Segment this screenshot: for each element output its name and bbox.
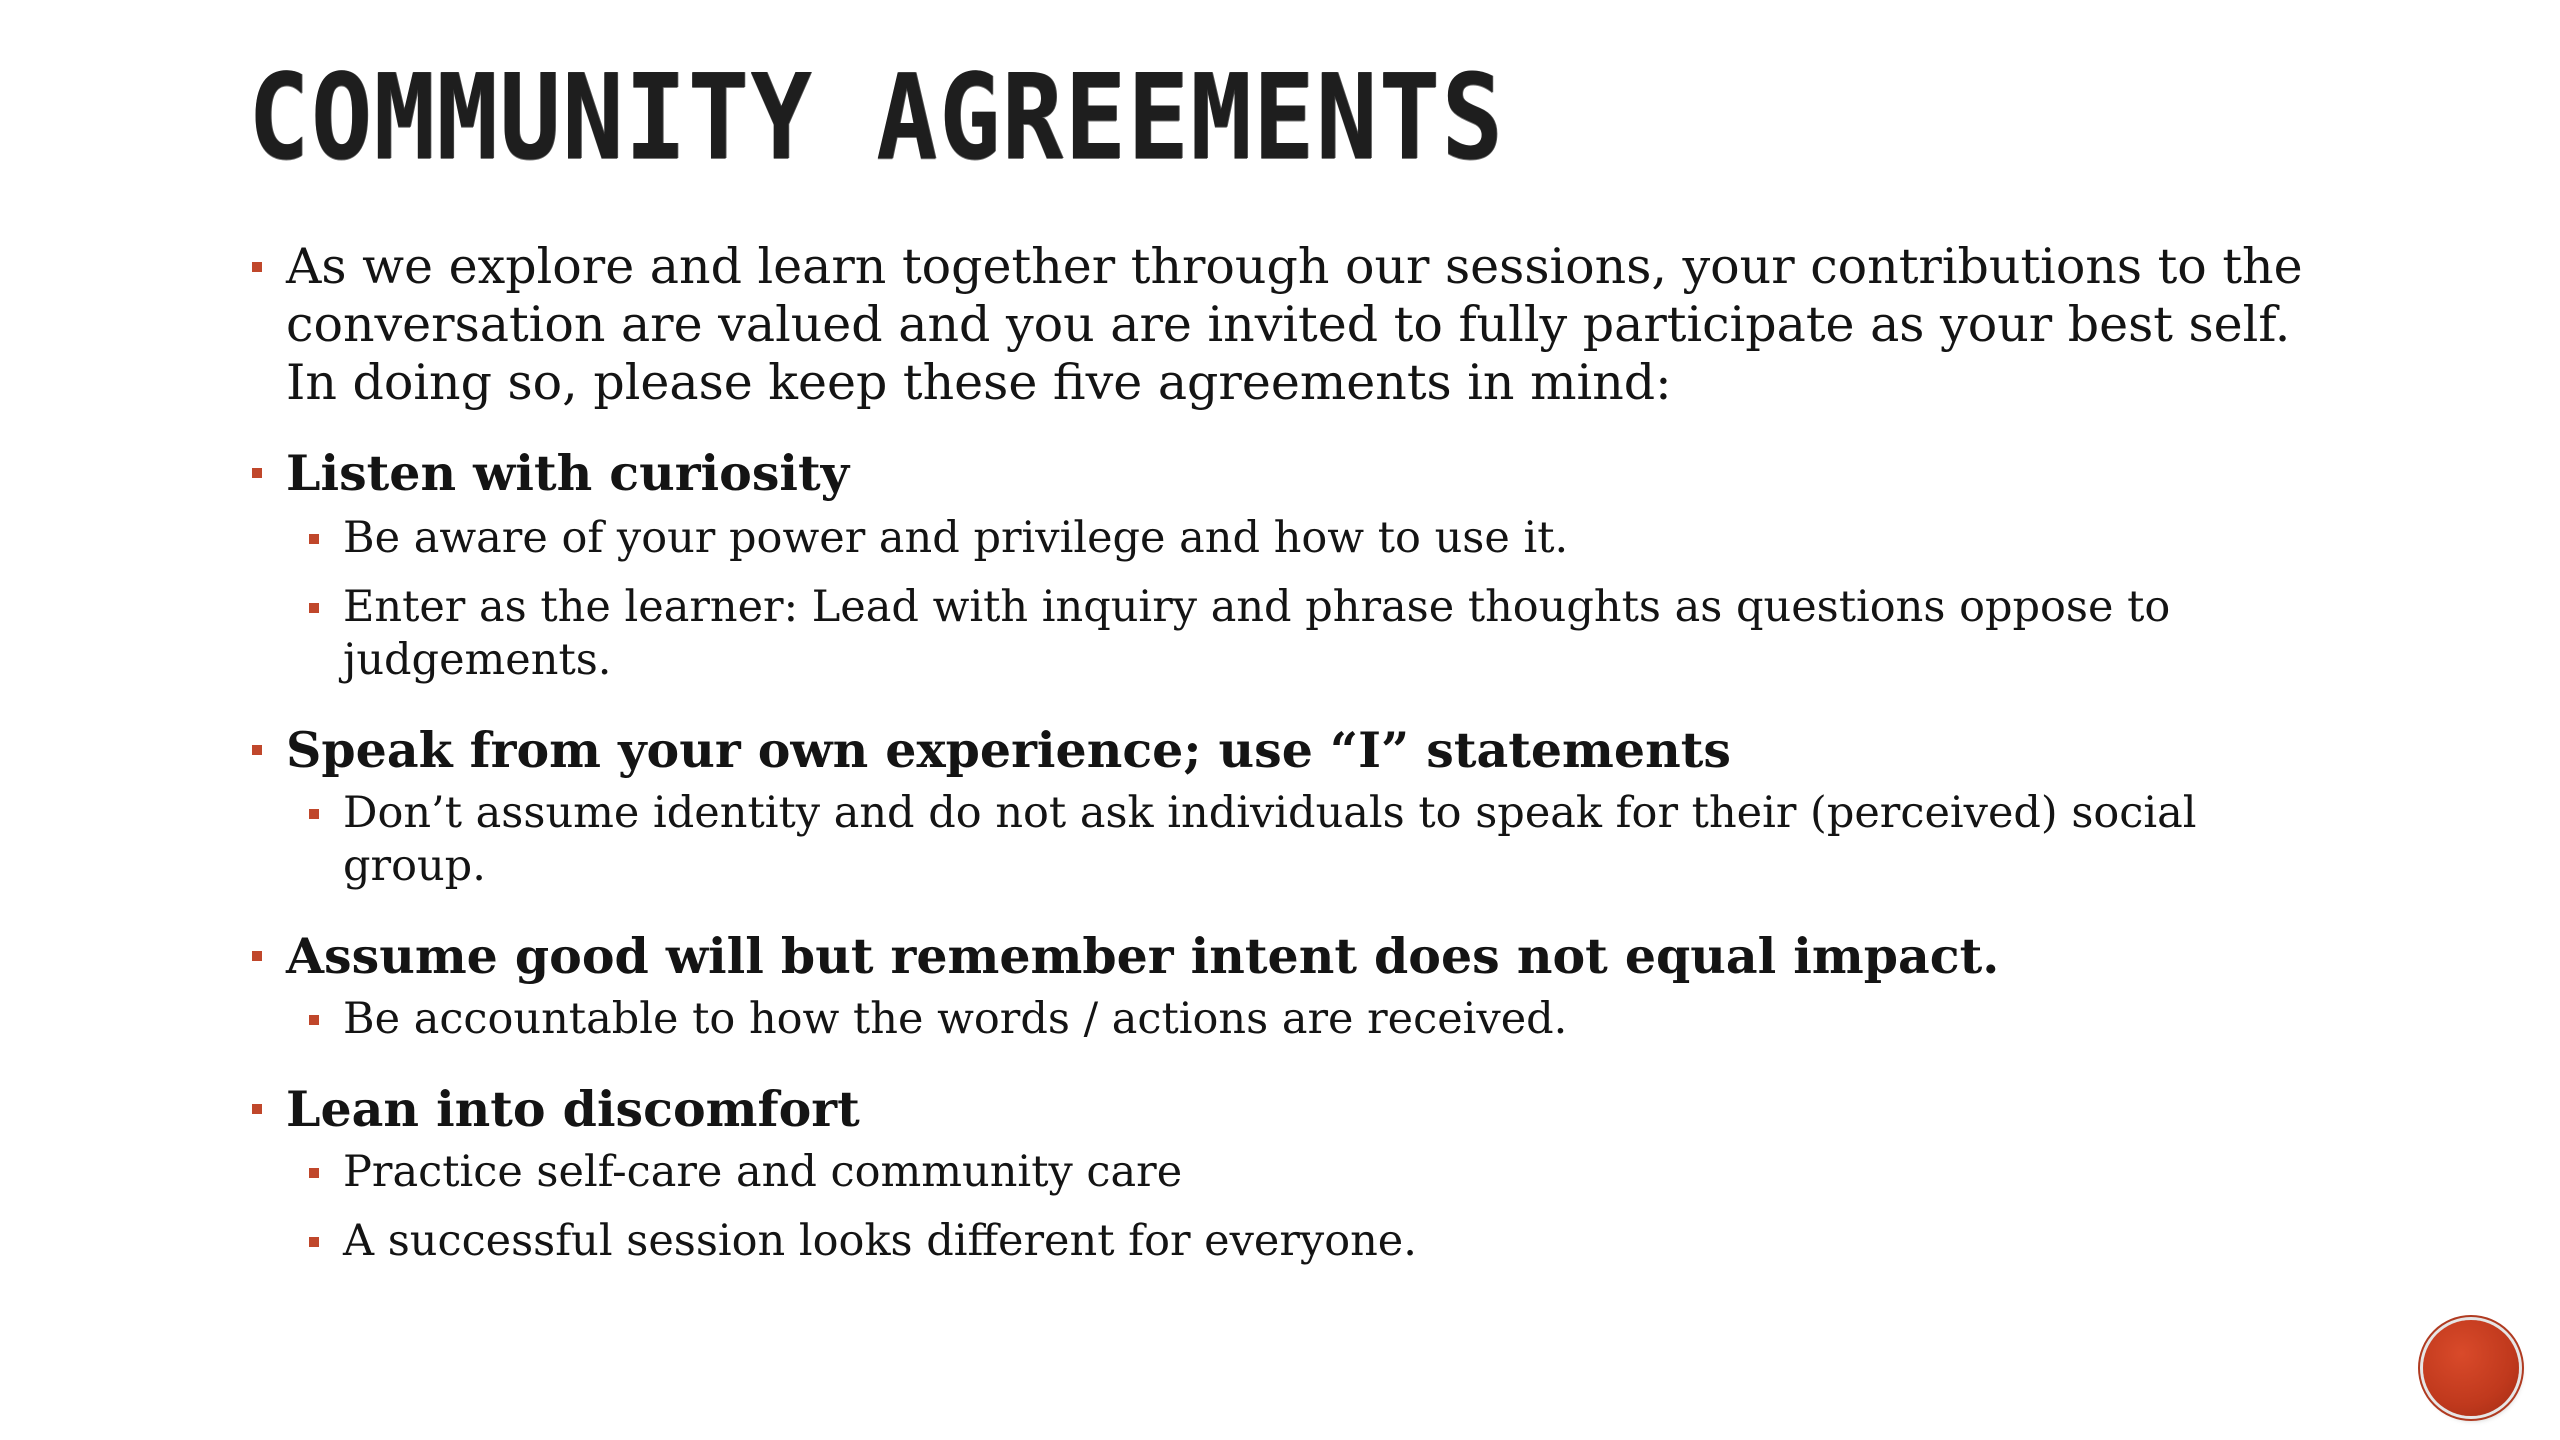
agreement-item (303, 512, 2346, 565)
slide-number-badge (2423, 1320, 2519, 1416)
agreement-item-text: Don’t assume identity and do not ask individuals to speak for their (perceived) social group. (343, 788, 2197, 891)
agreement-heading-text: Lean into discomfort (286, 1080, 860, 1138)
bullet-square-icon (309, 1237, 319, 1247)
agreement-heading-1 (246, 444, 2346, 502)
bullet-square-icon (309, 1168, 319, 1178)
agreement-item (303, 1215, 2346, 1268)
bullet-square-icon (309, 809, 319, 819)
intro-paragraph (246, 238, 2346, 412)
intro-text: As we explore and learn together through our sessions, your contributions to the conversation are valued and you are invited to fully participate as your best self. In doing so, please keep these five agreements in mind: (286, 238, 2303, 411)
agreement-heading-text: Speak from your own experience; use “I” statements (286, 721, 1731, 779)
agreement-item-text: Practice self-care and community care (343, 1147, 1183, 1197)
bullet-square-icon (252, 951, 262, 961)
agreement-item (303, 1146, 2346, 1199)
bullet-square-icon (252, 262, 262, 272)
bullet-square-icon (252, 1104, 262, 1114)
bullet-square-icon (309, 534, 319, 544)
agreement-heading-text: Assume good will but remember intent does not equal impact. (286, 927, 2000, 985)
agreement-heading-text: Listen with curiosity (286, 444, 850, 502)
bullet-square-icon (252, 745, 262, 755)
agreement-heading-4 (246, 1080, 2346, 1138)
bullet-square-icon (309, 603, 319, 613)
agreement-item-text: Be aware of your power and privilege and how to use it. (343, 513, 1569, 563)
agreement-item (303, 581, 2346, 687)
bullet-square-icon (309, 1015, 319, 1025)
agreement-heading-3 (246, 927, 2346, 985)
agreement-item (303, 993, 2346, 1046)
agreement-item (303, 787, 2346, 893)
slide-body (246, 238, 2346, 1268)
agreement-item-text: Enter as the learner: Lead with inquiry and phrase thoughts as questions oppose to judgements. (343, 582, 2171, 685)
agreement-item-text: Be accountable to how the words / actions are received. (343, 994, 1568, 1044)
bullet-square-icon (252, 468, 262, 478)
slide-title: COMMUNITY AGREEMENTS (248, 48, 1505, 186)
agreement-item-text: A successful session looks different for everyone. (343, 1216, 1417, 1266)
agreement-heading-2 (246, 721, 2346, 779)
